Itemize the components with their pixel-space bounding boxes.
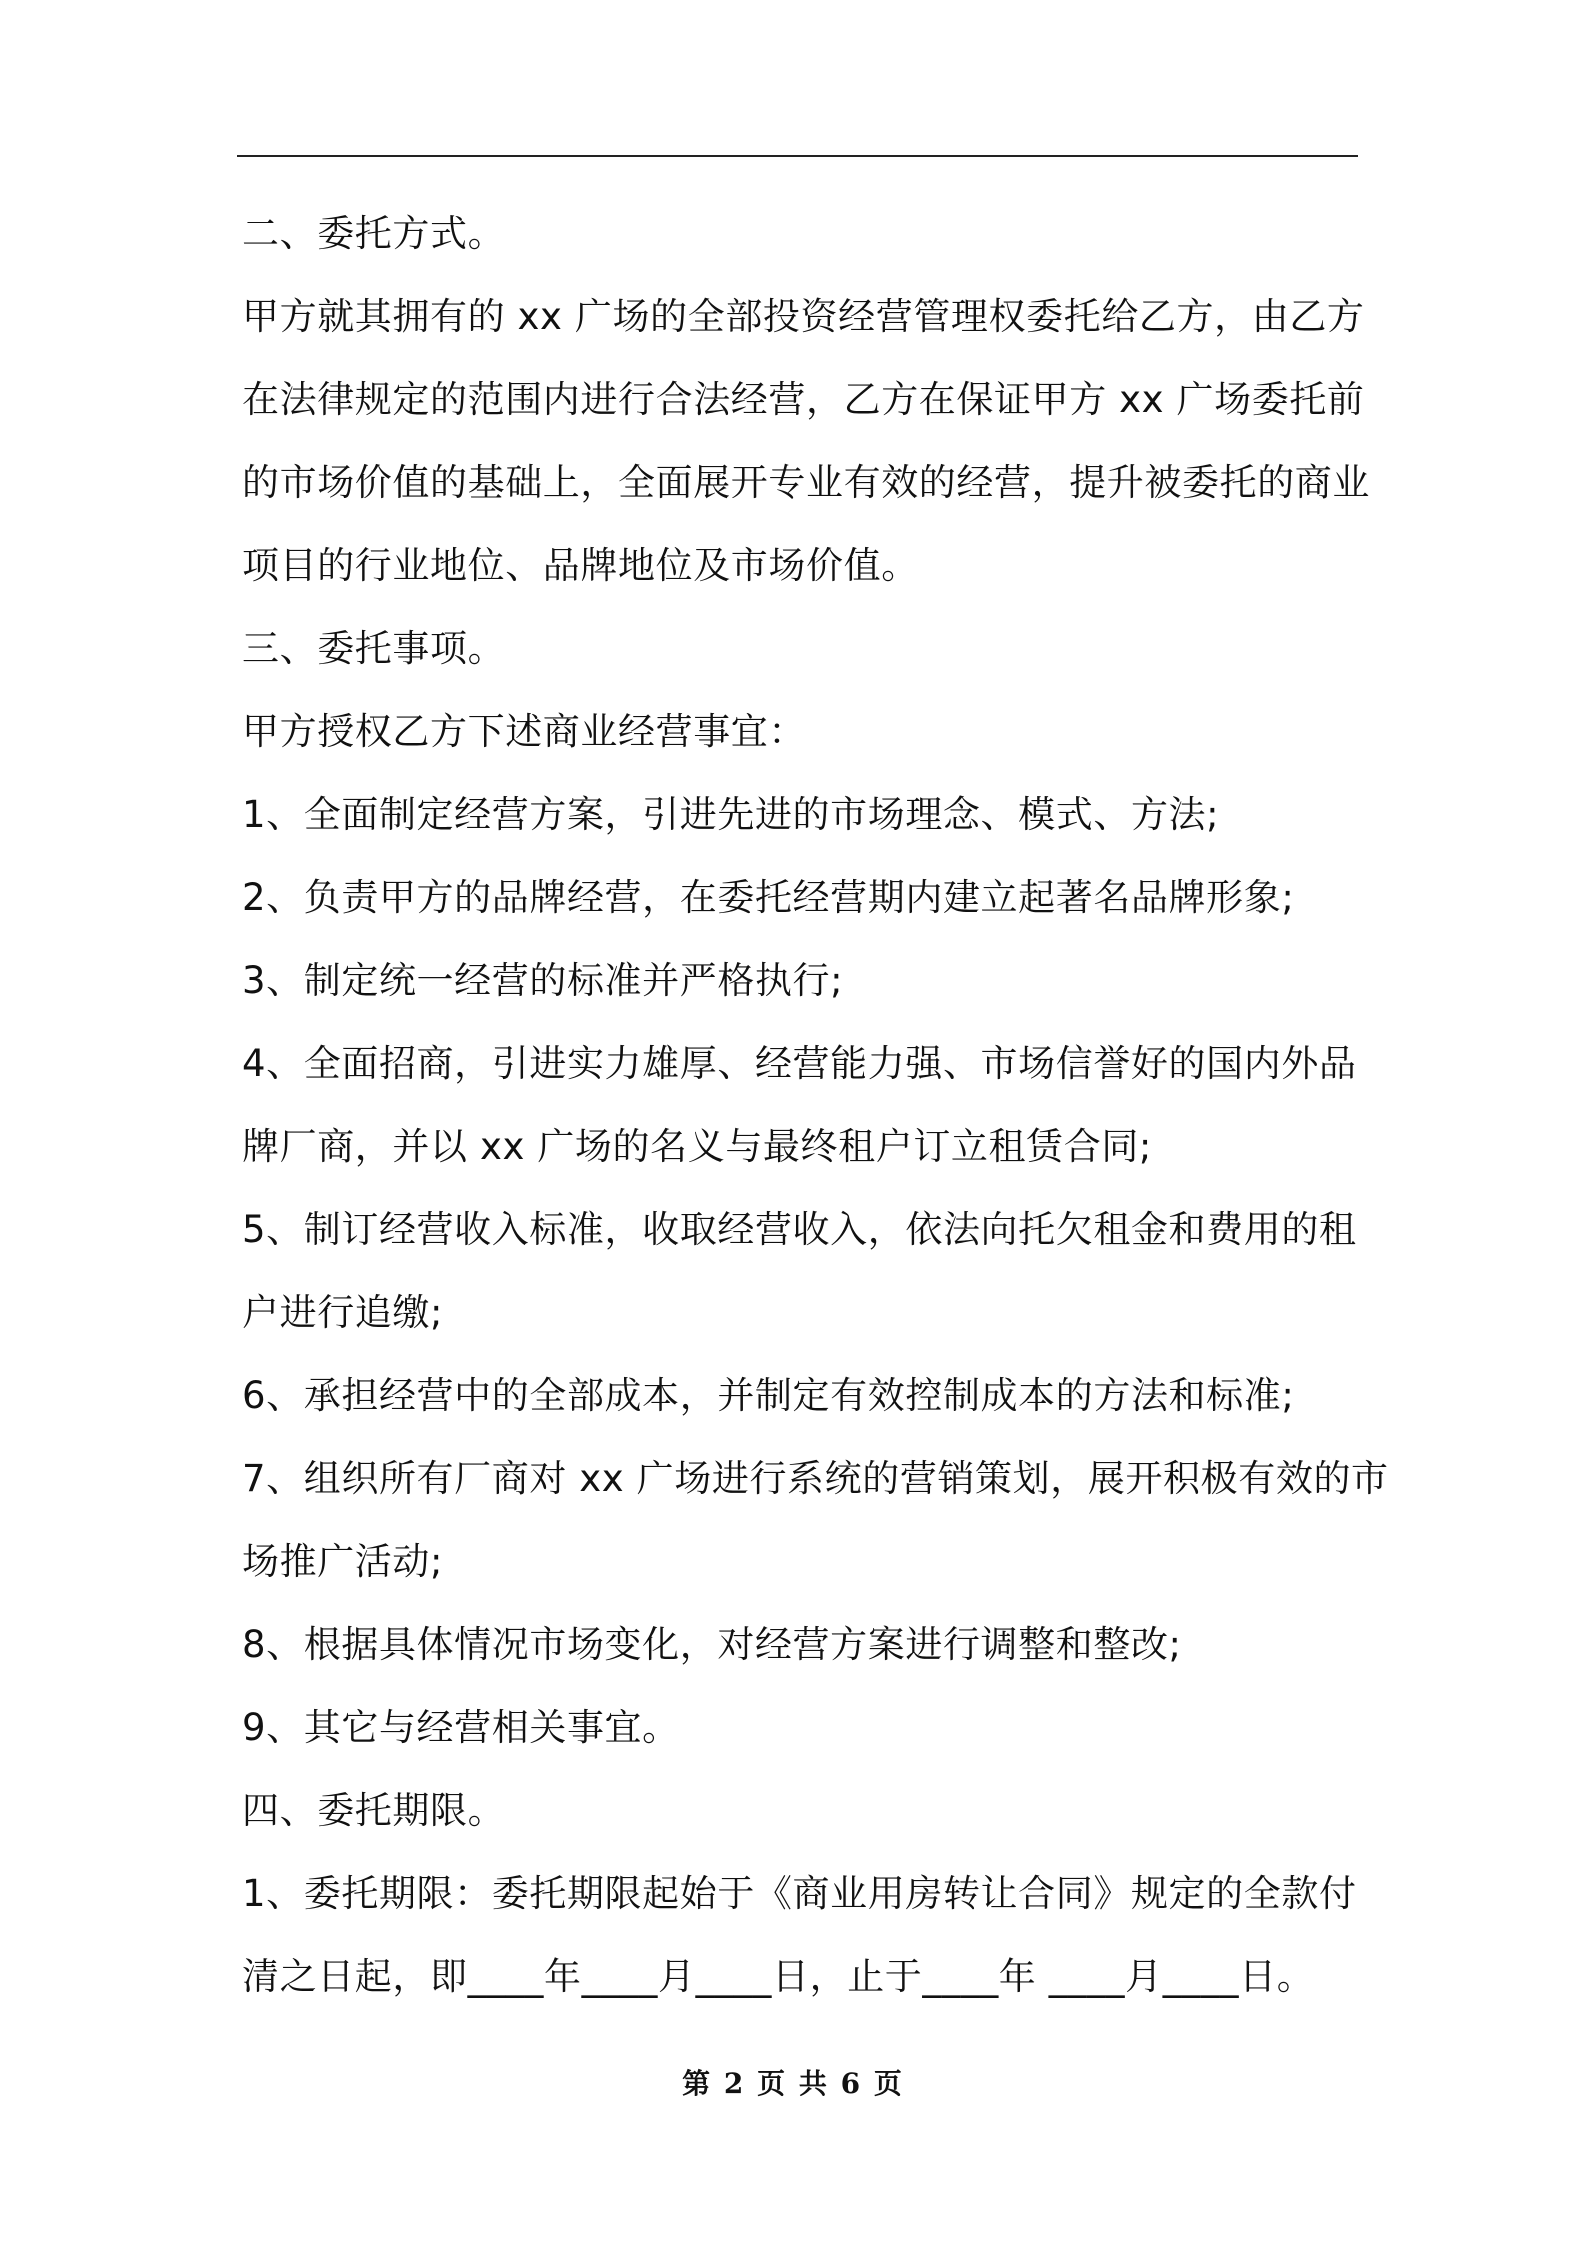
list-item: 2、负责甲方的品牌经营，在委托经营期内建立起著名品牌形象; (242, 876, 1295, 919)
paragraph-line: 的市场价值的基础上，全面展开专业有效的经营，提升被委托的商业 (242, 461, 1370, 504)
list-item-continuation: 牌厂商，并以 xx 广场的名义与最终租户订立租赁合同; (242, 1125, 1152, 1168)
list-item: 1、委托期限：委托期限起始于《商业用房转让合同》规定的全款付 (242, 1872, 1357, 1915)
section-heading: 四、委托期限。 (242, 1789, 506, 1832)
list-item: 9、其它与经营相关事宜。 (242, 1706, 680, 1749)
list-item-continuation: 户进行追缴; (242, 1291, 444, 1334)
header-divider (237, 155, 1358, 157)
list-item: 1、全面制定经营方案，引进先进的市场理念、模式、方法; (242, 793, 1220, 836)
section-heading: 三、委托事项。 (242, 627, 506, 670)
list-item-continuation: 清之日起，即____年____月____日，止于____年 ____月____日。 (242, 1955, 1315, 1998)
paragraph-line: 甲方就其拥有的 xx 广场的全部投资经营管理权委托给乙方，由乙方 (242, 295, 1365, 338)
page-number-footer: 第 2 页 共 6 页 (682, 2067, 904, 2100)
list-item-continuation: 场推广活动; (242, 1540, 444, 1583)
paragraph-line: 在法律规定的范围内进行合法经营，乙方在保证甲方 xx 广场委托前 (242, 378, 1365, 421)
paragraph-line: 项目的行业地位、品牌地位及市场价值。 (242, 544, 919, 587)
list-item: 6、承担经营中的全部成本，并制定有效控制成本的方法和标准; (242, 1374, 1295, 1417)
list-item: 3、制定统一经营的标准并严格执行; (242, 959, 844, 1002)
section-heading: 二、委托方式。 (242, 212, 506, 255)
paragraph-line: 甲方授权乙方下述商业经营事宜： (242, 710, 806, 753)
list-item: 5、制订经营收入标准，收取经营收入，依法向托欠租金和费用的租 (242, 1208, 1357, 1251)
list-item: 7、组织所有厂商对 xx 广场进行系统的营销策划，展开积极有效的市 (242, 1457, 1389, 1500)
document-body (242, 192, 1389, 2018)
list-item: 4、全面招商，引进实力雄厚、经营能力强、市场信誉好的国内外品 (242, 1042, 1357, 1085)
list-item: 8、根据具体情况市场变化，对经营方案进行调整和整改; (242, 1623, 1182, 1666)
